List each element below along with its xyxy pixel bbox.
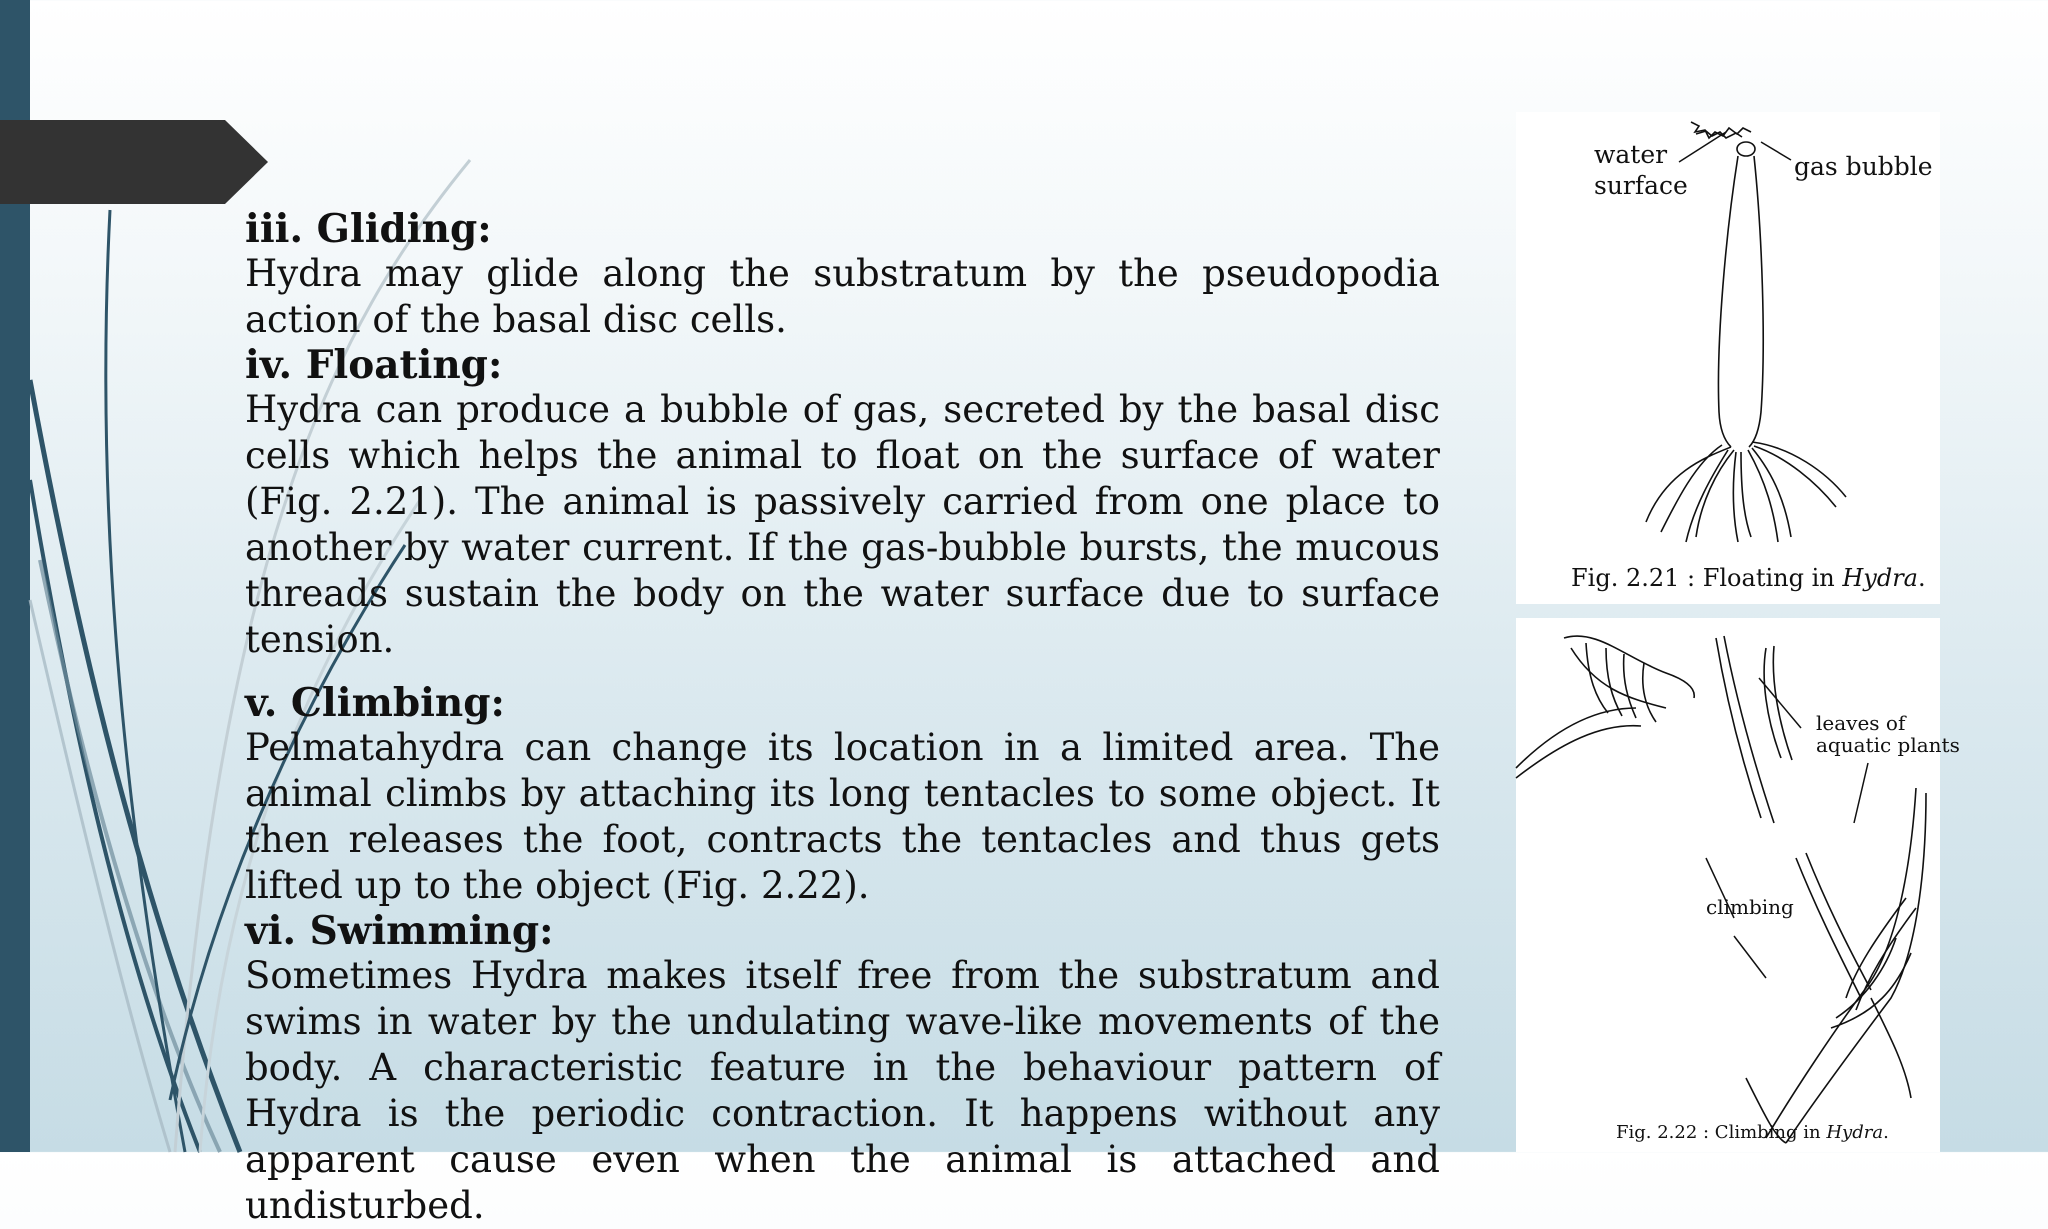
label-surface: surface (1594, 171, 1688, 200)
section-heading-swimming: vi. Swimming: (245, 908, 554, 954)
section-heading-gliding: iii. Gliding: (245, 206, 492, 252)
label-aquatic-plants: aquatic plants (1816, 733, 1960, 757)
figure2-caption: Fig. 2.22 : Climbing in Hydra. (1616, 1122, 1889, 1143)
title-arrow-tab (0, 120, 268, 204)
section-text-swimming: Sometimes Hydra makes itself free from the substratum and swims in water by the undulating wave-like movements of the body. A characteristic feature in the behaviour pattern of Hydra is the periodic contraction. It happens without any apparent cause even when the animal is attached and undisturbed. (245, 954, 1440, 1227)
label-water: water (1594, 140, 1668, 169)
figure-climbing-hydra (1516, 618, 1960, 1152)
section-heading-climbing: v. Climbing: (245, 680, 505, 726)
figure-floating-hydra (1516, 112, 1940, 604)
label-climbing: climbing (1706, 895, 1794, 919)
section-text-gliding: Hydra may glide along the substratum by the pseudopodia action of the basal disc cells. (245, 252, 1440, 341)
section-text-climbing: Pelmatahydra can change its location in a limited area. The animal climbs by attaching its long tentacles to some object. It then releases the foot, contracts the tentacles and thus gets lifted up to the object (Fig. 2.22). (245, 726, 1440, 907)
section-text-floating: Hydra can produce a bubble of gas, secreted by the basal disc cells which helps the animal to float on the surface of water (Fig. 2.21). The animal is passively carried from one place to another by water current. If the gas-bubble bursts, the mucous threads sustain the body on the water surface due to surface tension. (245, 388, 1440, 661)
label-leaves-of: leaves of (1816, 711, 1906, 735)
climbing-hydra-illustration (1516, 618, 1960, 1152)
figure1-caption: Fig. 2.21 : Floating in Hydra. (1571, 564, 1926, 592)
section-heading-floating: iv. Floating: (245, 342, 503, 388)
floating-hydra-illustration (1516, 112, 1940, 604)
label-gas-bubble: gas bubble (1794, 152, 1933, 181)
content-text-block (245, 207, 1440, 1229)
